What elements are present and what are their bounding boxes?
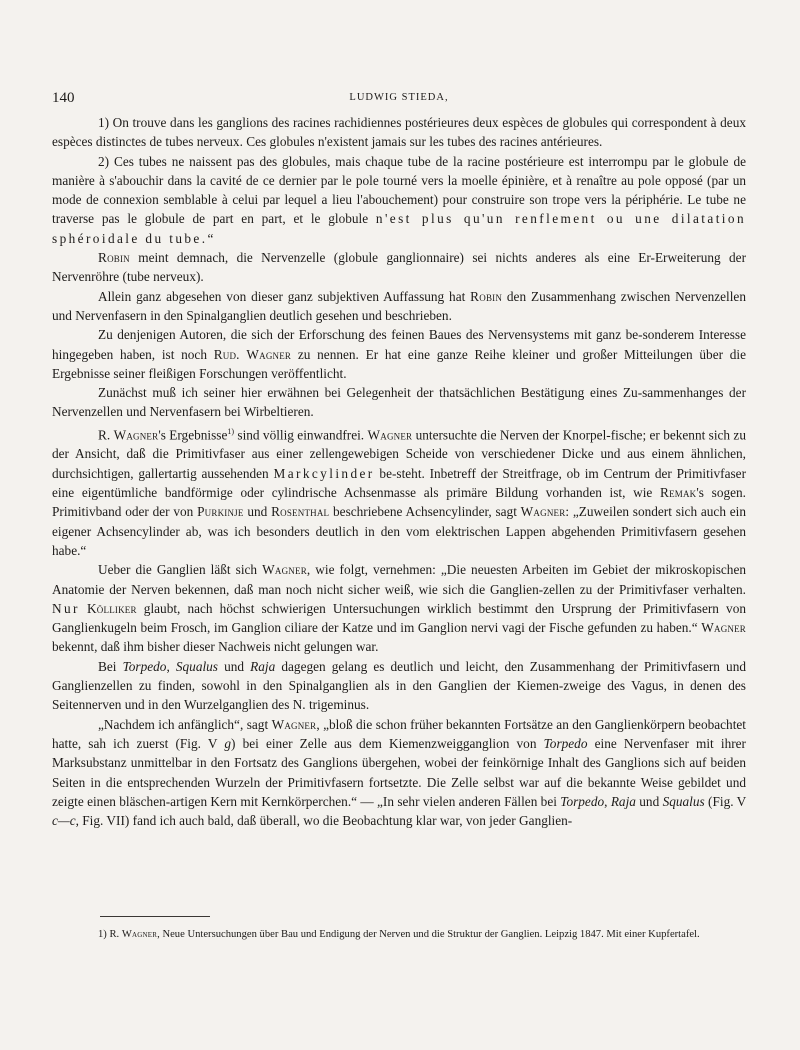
paragraph-5: Zu denjenigen Autoren, die sich der Erforschung des feinen Baues des Nervensystems mit ganz be-sonderem Interesse hingegeben haben, ist noch Rud. Wagner zu nennen. Er hat eine ganze Reihe kleiner und großer Mitteilungen über die Ergebnisse seiner fleißigen Forschungen veröffentlicht. (52, 327, 746, 381)
footnote: 1) R. Wagner, Neue Untersuchungen über Bau und Endigung der Nerven und die Struktur der Ganglien. Leipzig 1847. Mit einer Kupfertafel. (98, 929, 700, 940)
running-head: LUDWIG STIEDA, (349, 92, 449, 103)
paragraph-9: Bei Torpedo, Squalus und Raja dagegen gelang es deutlich und leicht, den Zusammenhang der Primitivfasern und Ganglienzellen zu finden, sowohl in den Spinalganglien als in den Ganglien der Kiemen-zweige des Vagus, in denen des Seitennerven und in den Wurzelganglien des N. trigeminus. (52, 658, 746, 713)
footnote-rule (100, 916, 210, 917)
page-header (52, 90, 746, 110)
footnote-ref: 1) (227, 426, 235, 436)
paragraph-2: 2) Ces tubes ne naissent pas des globules, mais chaque tube de la racine postérieure est interrompu par le globule de manière à s'abouchir dans la cavité de ce dernier par le pole tourné vers la moelle épinière, et à renaître au pole opposé (par un mode de connexion semblable à celui par lequel a lieu l'abouchement) pour construire son trope vers la périphérie. Le tube ne traverse pas le globule de part en part, et le globule n'est plus qu'un renflement ou une dilatation sphéroidale du tube.“ (52, 153, 746, 246)
paragraph-8: Ueber die Ganglien läßt sich Wagner, wie folgt, vernehmen: „Die neuesten Arbeiten im Gebiet der mikroskopischen Anatomie der Nerven bekennen, daß man noch nicht sicher weiß, wie sich die Ganglien-zellen zu der Primitivfaser verhalten. Nur Kölliker glaubt, nach höchst schwierigen Untersuchungen wirklich bestimmt den Ursprung der Primitivfasern von Ganglienkugeln beim Frosch, im Ganglion ciliare der Katze und im Ganglion nervi vagi der Fische gefunden zu haben.“ Wagner bekennt, daß ihm bisher dieser Nachweis nicht gelungen war. (52, 562, 746, 655)
author-name: Robin (98, 250, 130, 266)
page-number: 140 (52, 90, 75, 106)
paragraph-4: Allein ganz abgesehen von dieser ganz subjektiven Auffassung hat Robin den Zusammenhang zwischen Nervenzellen und Nervenfasern in den Spinalganglien deutlich gesehen und beschrieben. (52, 288, 746, 323)
paragraph-1: 1) On trouve dans les ganglions des racines rachidiennes postérieures deux espèces de globules qui correspondent à deux espèces distinctes de tubes nerveux. Ces globules n'existent jamais sur les tubes des racines antérieures. (52, 115, 746, 150)
paragraph-7: R. Wagner's Ergebnisse$^{1)}$ sind völlig einwandfrei. Wagner untersuchte die Nerven der Knorpel-fische; er bekennt sich zu der Ansicht, daß die Primitivfaser aus einer zellengewebigen Scheide von verschiedener Dicke und aus einem ähnlichen, durchsichtigen, gallertartig aussehenden Markcylinder be-steht. Inbetreff der Streitfrage, ob im Centrum der Primitivfaser eine eigentümliche bandförmige oder cylindrische Achsenmasse als primäre Bildung vorhanden ist, wie Remak's sogen. Primitivband oder der von Purkinje und Rosenthal beschriebene Achsencylinder, sagt Wagner: „Zuweilen sondert sich auch ein eigener Achsencylinder ab, was ich besonders deutlich in den vom elektrischen Lappen abgehenden Primitivfasern gesehen habe.“ (52, 426, 747, 558)
body-text (52, 113, 746, 830)
paragraph-3: Robin meint demnach, die Nervenzelle (globule ganglionnaire) sei nichts anderes als eine Er-Erweiterung der Nervenröhre (tube nerveux). (52, 250, 746, 285)
paragraph-10: „Nachdem ich anfänglich“, sagt Wagner, „bloß die schon früher bekannten Fortsätze an den Ganglienkörpern beobachtet hatte, sah ich zuerst (Fig. V g) bei einer Zelle aus dem Kiemenzweigganglion von Torpedo eine Nervenfaser mit ihrer Marksubstanz unmittelbar in den Fortsatz des Ganglions übergehen, wobei der feinkörnige Inhalt des Ganglions sich auf beiden Seiten in die entsprechenden Wurzeln der Primitivfasern fortsetzte. Die Zelle selbst war auf die bekannte Weise gebildet und zeigte einen bläschen-artigen Kern mit Kernkörperchen.“ — „In sehr vielen anderen Fällen bei Torpedo, Raja und Squalus (Fig. V c—c, Fig. VII) fand ich auch bald, daß überall, wo die Beobachtung klar war, von jeder Ganglien- (52, 716, 747, 829)
paragraph-6: Zunächst muß ich seiner hier erwähnen bei Gelegenheit der thatsächlichen Bestätigung eines Zu-sammenhanges der Nervenzellen und Nervenfasern bei Wirbeltieren. (52, 385, 746, 420)
